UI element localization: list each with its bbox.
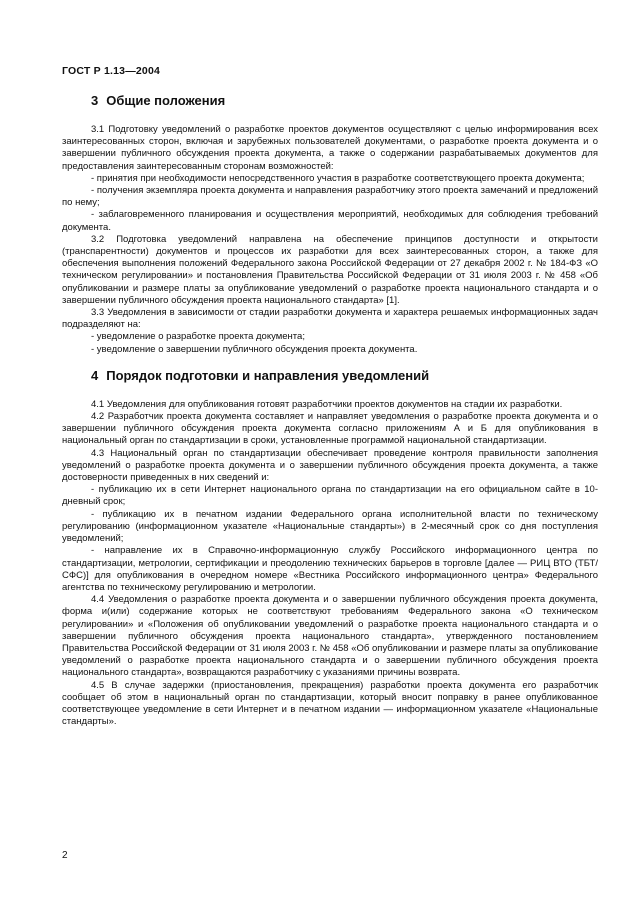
section-3-number: 3 bbox=[91, 93, 99, 108]
page-content bbox=[62, 92, 598, 728]
paragraph-3-3: 3.3 Уведомления в зависимости от стадии разработки документа и характера решаемых информационных задач подразделяют на: bbox=[62, 307, 598, 331]
section-3-title: Общие положения bbox=[106, 93, 226, 108]
paragraph-4-1: 4.1 Уведомления для опубликования готовят разработчики проектов документов на стадии их разработки. bbox=[91, 398, 563, 410]
list-item: - получения экземпляра проекта документа и направления разработчику этого проекта замечаний и предложений по нему; bbox=[62, 185, 598, 209]
section-4-number: 4 bbox=[91, 367, 99, 383]
section-4-heading bbox=[62, 367, 598, 385]
paragraph-4-2: 4.2 Разработчик проекта документа составляет и направляет уведомления о разработке проекта документа и о завершении публичного обсуждения проекта документа согласно приложениям А и Б для опубликования в национальный орган по стандартизации в сроки, установленные программой национальной стандартизации. bbox=[62, 411, 598, 447]
paragraph-4-4: 4.4 Уведомления о разработке проекта документа и о завершении публичного обсуждения проекта документа, форма и(или) содержание которых не соответствуют требованиям Федерального закона «О техническом регулировании» и «Положения об опубликовании уведомлений о разработке проекта национального стандарта и о завершении публичного обсуждения проекта национального стандарта», утвержденного постановлением Правительства Российской Федерации от 31 июля 2003 г. № 458 «Об опубликовании и размере платы за опубликование уведомлений о разработке проекта национального стандарта и о завершении публичного обсуждения проекта национального стандарта», возвращаются разработчику с указаниями причины возврата. bbox=[62, 594, 598, 679]
document-code-header: ГОСТ Р 1.13—2004 bbox=[62, 65, 161, 77]
paragraph-4-5: 4.5 В случае задержки (приостановления, прекращения) разработки проекта документа его разработчик сообщает об этом в национальный орган по стандартизации, который вносит поправку в ранее опубликованное соответствующее уведомление в сети Интернет и в печатном издании — информационном указателе «Национальные стандарты». bbox=[62, 679, 598, 728]
list-item: - заблаговременного планирования и осуществления мероприятий, необходимых для соблюдения требований документа. bbox=[62, 209, 598, 233]
paragraph-3-1: 3.1 Подготовку уведомлений о разработке проектов документов осуществляют с целью информирования всех заинтересованных сторон, включая и зарубежных пользователей документами, о разработке проекта документа и о завершении публичного обсуждения проекта документа, а также о содержании разрабатываемых документов для предоставления заинтересованным сторонам возможностей: bbox=[62, 124, 598, 172]
list-item: - публикацию их в печатном издании Федерального органа исполнительной власти по техническому регулированию (информационном указателе «Национальные стандарты») в 2-месячный срок со дня поступления уведомлений; bbox=[62, 508, 598, 545]
paragraph-3-2: 3.2 Подготовка уведомлений направлена на обеспечение принципов доступности и открытости (транспарентности) документов и процессов их разработки для всех заинтересованных сторон, а также для обеспечения выполнения положений Федерального закона Российской Федерации от 27 декабря 2002 г. № 184-ФЗ «О техническом регулировании» и постановления Правительства Российской Федерации от 31 июля 2003 г. № 458 «Об опубликовании и размере платы за опубликование уведомлений о разработке проекта национального стандарта и о завершении публичного обсуждения проекта национального стандарта» [1]. bbox=[62, 233, 598, 306]
list-item: - уведомление о завершении публичного обсуждения проекта документа. bbox=[91, 343, 418, 355]
paragraph-4-3: 4.3 Национальный орган по стандартизации обеспечивает проведение контроля правильности заполнения уведомлений о разработке проекта документа и о завершении публичного обсуждения проекта документа, а также достоверности приведенных в них сведений и: bbox=[62, 447, 598, 484]
section-3-heading bbox=[62, 92, 598, 110]
section-4-title: Порядок подготовки и направления уведомлений bbox=[106, 367, 430, 383]
list-item: - уведомление о разработке проекта документа; bbox=[91, 331, 305, 343]
list-item: - публикацию их в сети Интернет национального органа по стандартизации на его официальном сайте в 10-дневный срок; bbox=[62, 484, 598, 508]
page-number: 2 bbox=[62, 850, 68, 861]
list-item: - принятия при необходимости непосредственного участия в разработке соответствующего проекта документа; bbox=[91, 172, 585, 184]
list-item: - направление их в Справочно-информационную службу Российского информационного центра по стандартизации, метрологии, сертификации и преодолению технических барьеров в торговле [далее — РИЦ ВТО (ТБТ/СФС)] для опубликования в очередном номере «Вестника Российского информационного центра» Федерального агентства по техническому регулированию и метрологии. bbox=[62, 545, 598, 593]
